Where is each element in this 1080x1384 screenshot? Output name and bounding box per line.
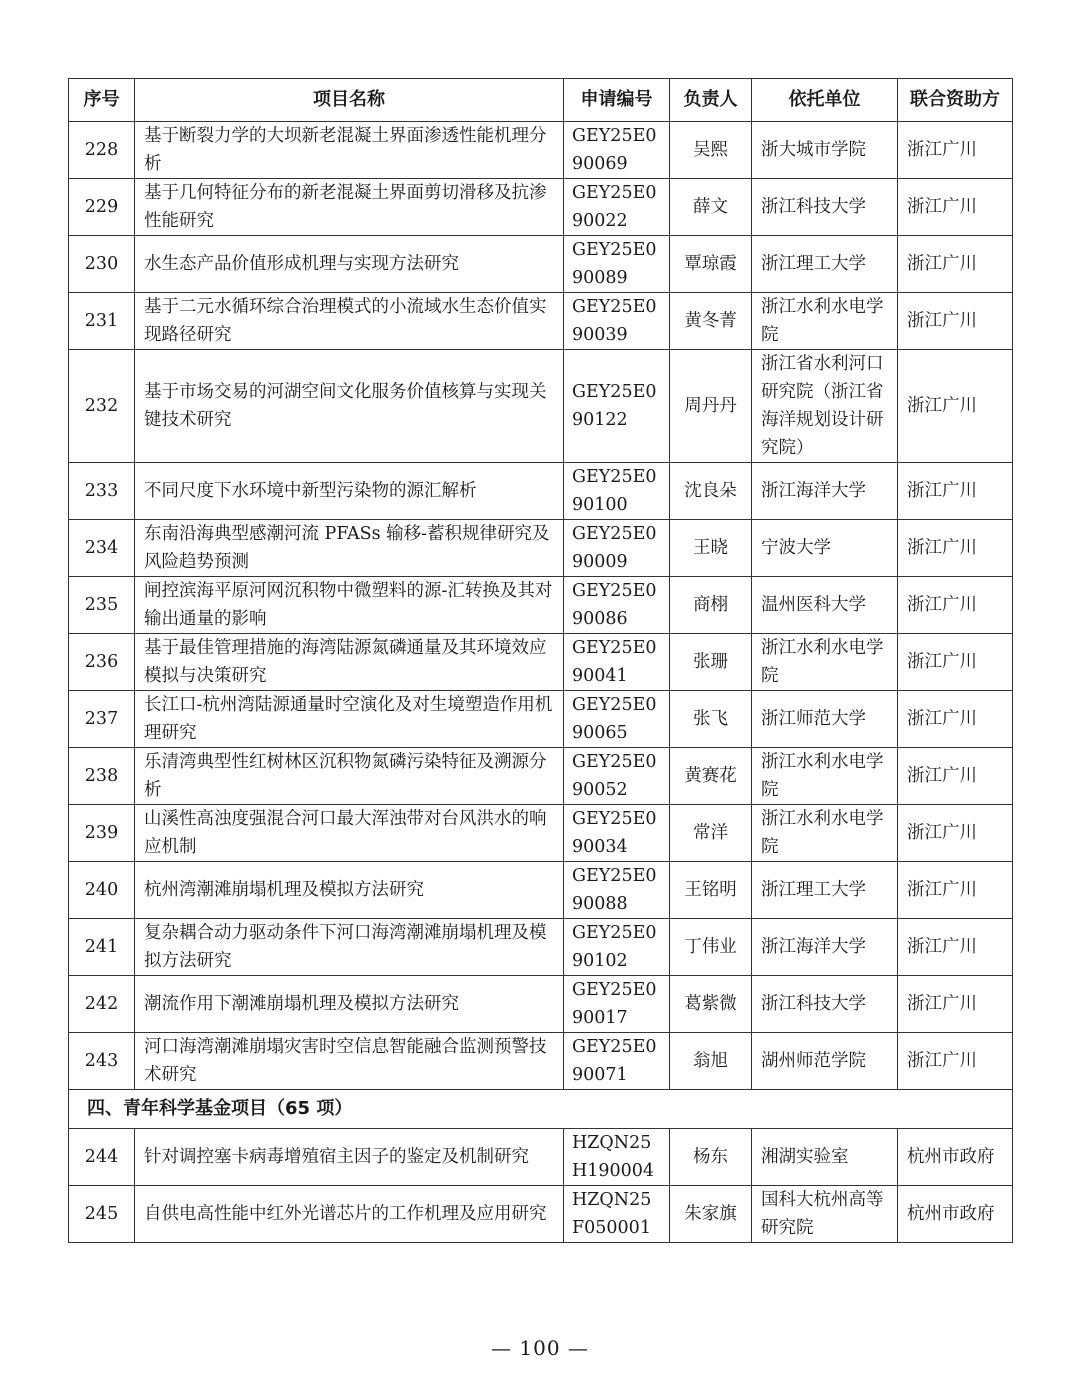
cell-code: GEY25E090069 [564,122,670,179]
cell-code: GEY25E090122 [564,350,670,463]
cell-title: 复杂耦合动力驱动条件下河口海湾潮滩崩塌机理及模拟方法研究 [135,919,564,976]
table-row [69,463,1013,520]
cell-unit: 浙江水利水电学院 [752,805,898,862]
cell-code: GEY25E090086 [564,577,670,634]
cell-no: 235 [69,577,135,634]
cell-title: 长江口-杭州湾陆源通量时空演化及对生境塑造作用机理研究 [135,691,564,748]
cell-no: 242 [69,976,135,1033]
cell-code: GEY25E090100 [564,463,670,520]
table-body [69,122,1013,1243]
cell-person: 商栩 [670,577,752,634]
cell-no: 233 [69,463,135,520]
cell-code: GEY25E090039 [564,293,670,350]
header-person: 负责人 [670,79,752,122]
table-header-row [69,79,1013,122]
cell-title: 自供电高性能中红外光谱芯片的工作机理及应用研究 [135,1186,564,1243]
cell-unit: 浙江理工大学 [752,236,898,293]
project-table-container [68,78,1012,1243]
cell-title: 河口海湾潮滩崩塌灾害时空信息智能融合监测预警技术研究 [135,1033,564,1090]
cell-unit: 浙江水利水电学院 [752,293,898,350]
cell-person: 朱家旗 [670,1186,752,1243]
cell-person: 黄冬菁 [670,293,752,350]
cell-title: 山溪性高浊度强混合河口最大浑浊带对台风洪水的响应机制 [135,805,564,862]
table-row [69,1129,1013,1186]
cell-title: 针对调控塞卡病毒增殖宿主因子的鉴定及机制研究 [135,1129,564,1186]
cell-title: 基于市场交易的河湖空间文化服务价值核算与实现关键技术研究 [135,350,564,463]
table-row [69,350,1013,463]
section-header-row [69,1090,1013,1129]
cell-unit: 浙江师范大学 [752,691,898,748]
cell-code: GEY25E090022 [564,179,670,236]
cell-funder: 浙江广川 [898,691,1013,748]
cell-no: 244 [69,1129,135,1186]
cell-person: 王铭明 [670,862,752,919]
cell-no: 241 [69,919,135,976]
section-title: 四、青年科学基金项目（65 项） [69,1090,1013,1129]
cell-no: 240 [69,862,135,919]
cell-no: 231 [69,293,135,350]
cell-unit: 浙江省水利河口研究院（浙江省海洋规划设计研究院） [752,350,898,463]
cell-title: 闸控滨海平原河网沉积物中微塑料的源-汇转换及其对输出通量的影响 [135,577,564,634]
table-row [69,122,1013,179]
table-row [69,1033,1013,1090]
cell-funder: 浙江广川 [898,862,1013,919]
table-row [69,862,1013,919]
cell-no: 229 [69,179,135,236]
cell-code: GEY25E090088 [564,862,670,919]
header-code: 申请编号 [564,79,670,122]
cell-code: GEY25E090065 [564,691,670,748]
cell-unit: 湘湖实验室 [752,1129,898,1186]
cell-person: 周丹丹 [670,350,752,463]
table-row [69,520,1013,577]
cell-title: 乐清湾典型性红树林区沉积物氮磷污染特征及溯源分析 [135,748,564,805]
cell-funder: 浙江广川 [898,122,1013,179]
cell-code: GEY25E090102 [564,919,670,976]
table-row [69,919,1013,976]
header-title: 项目名称 [135,79,564,122]
cell-funder: 浙江广川 [898,236,1013,293]
cell-funder: 杭州市政府 [898,1129,1013,1186]
cell-unit: 国科大杭州高等研究院 [752,1186,898,1243]
cell-title: 基于几何特征分布的新老混凝土界面剪切滑移及抗渗性能研究 [135,179,564,236]
cell-no: 245 [69,1186,135,1243]
cell-person: 丁伟业 [670,919,752,976]
cell-title: 东南沿海典型感潮河流 PFASs 输移-蓄积规律研究及风险趋势预测 [135,520,564,577]
table-row [69,236,1013,293]
cell-funder: 浙江广川 [898,179,1013,236]
cell-unit: 浙江科技大学 [752,976,898,1033]
table-row [69,691,1013,748]
table-row [69,976,1013,1033]
table-row [69,179,1013,236]
cell-no: 230 [69,236,135,293]
cell-title: 不同尺度下水环境中新型污染物的源汇解析 [135,463,564,520]
cell-no: 237 [69,691,135,748]
table-row [69,805,1013,862]
cell-unit: 浙江水利水电学院 [752,748,898,805]
cell-title: 潮流作用下潮滩崩塌机理及模拟方法研究 [135,976,564,1033]
cell-no: 236 [69,634,135,691]
table-row [69,293,1013,350]
cell-unit: 浙江水利水电学院 [752,634,898,691]
cell-funder: 浙江广川 [898,634,1013,691]
cell-code: GEY25E090089 [564,236,670,293]
cell-person: 覃琼霞 [670,236,752,293]
table-row [69,634,1013,691]
project-table [68,78,1013,1243]
cell-person: 翁旭 [670,1033,752,1090]
cell-title: 基于断裂力学的大坝新老混凝土界面渗透性能机理分析 [135,122,564,179]
cell-unit: 温州医科大学 [752,577,898,634]
cell-funder: 浙江广川 [898,805,1013,862]
cell-person: 沈良朵 [670,463,752,520]
cell-title: 杭州湾潮滩崩塌机理及模拟方法研究 [135,862,564,919]
cell-title: 水生态产品价值形成机理与实现方法研究 [135,236,564,293]
cell-funder: 浙江广川 [898,577,1013,634]
cell-funder: 浙江广川 [898,1033,1013,1090]
page-number: — 100 — [491,1336,589,1360]
cell-code: GEY25E090017 [564,976,670,1033]
cell-unit: 湖州师范学院 [752,1033,898,1090]
cell-funder: 浙江广川 [898,976,1013,1033]
cell-person: 张飞 [670,691,752,748]
table-row [69,577,1013,634]
cell-code: GEY25E090071 [564,1033,670,1090]
cell-person: 王晓 [670,520,752,577]
cell-no: 243 [69,1033,135,1090]
cell-unit: 浙江海洋大学 [752,463,898,520]
cell-person: 常洋 [670,805,752,862]
cell-code: HZQN25F050001 [564,1186,670,1243]
header-no: 序号 [69,79,135,122]
cell-funder: 浙江广川 [898,293,1013,350]
cell-person: 吴熙 [670,122,752,179]
cell-funder: 浙江广川 [898,748,1013,805]
cell-code: GEY25E090009 [564,520,670,577]
table-row [69,748,1013,805]
cell-no: 234 [69,520,135,577]
cell-code: HZQN25H190004 [564,1129,670,1186]
cell-no: 232 [69,350,135,463]
cell-unit: 浙江科技大学 [752,179,898,236]
header-unit: 依托单位 [752,79,898,122]
cell-title: 基于最佳管理措施的海湾陆源氮磷通量及其环境效应模拟与决策研究 [135,634,564,691]
cell-person: 杨东 [670,1129,752,1186]
cell-code: GEY25E090052 [564,748,670,805]
cell-funder: 浙江广川 [898,350,1013,463]
cell-funder: 浙江广川 [898,520,1013,577]
cell-person: 薛文 [670,179,752,236]
cell-no: 238 [69,748,135,805]
cell-code: GEY25E090041 [564,634,670,691]
cell-unit: 浙江理工大学 [752,862,898,919]
cell-funder: 浙江广川 [898,919,1013,976]
cell-unit: 浙江海洋大学 [752,919,898,976]
cell-no: 228 [69,122,135,179]
cell-funder: 杭州市政府 [898,1186,1013,1243]
cell-no: 239 [69,805,135,862]
cell-unit: 宁波大学 [752,520,898,577]
cell-funder: 浙江广川 [898,463,1013,520]
header-funder: 联合资助方 [898,79,1013,122]
table-row [69,1186,1013,1243]
cell-person: 张珊 [670,634,752,691]
cell-title: 基于二元水循环综合治理模式的小流域水生态价值实现路径研究 [135,293,564,350]
cell-code: GEY25E090034 [564,805,670,862]
cell-person: 黄赛花 [670,748,752,805]
cell-unit: 浙大城市学院 [752,122,898,179]
cell-person: 葛紫微 [670,976,752,1033]
